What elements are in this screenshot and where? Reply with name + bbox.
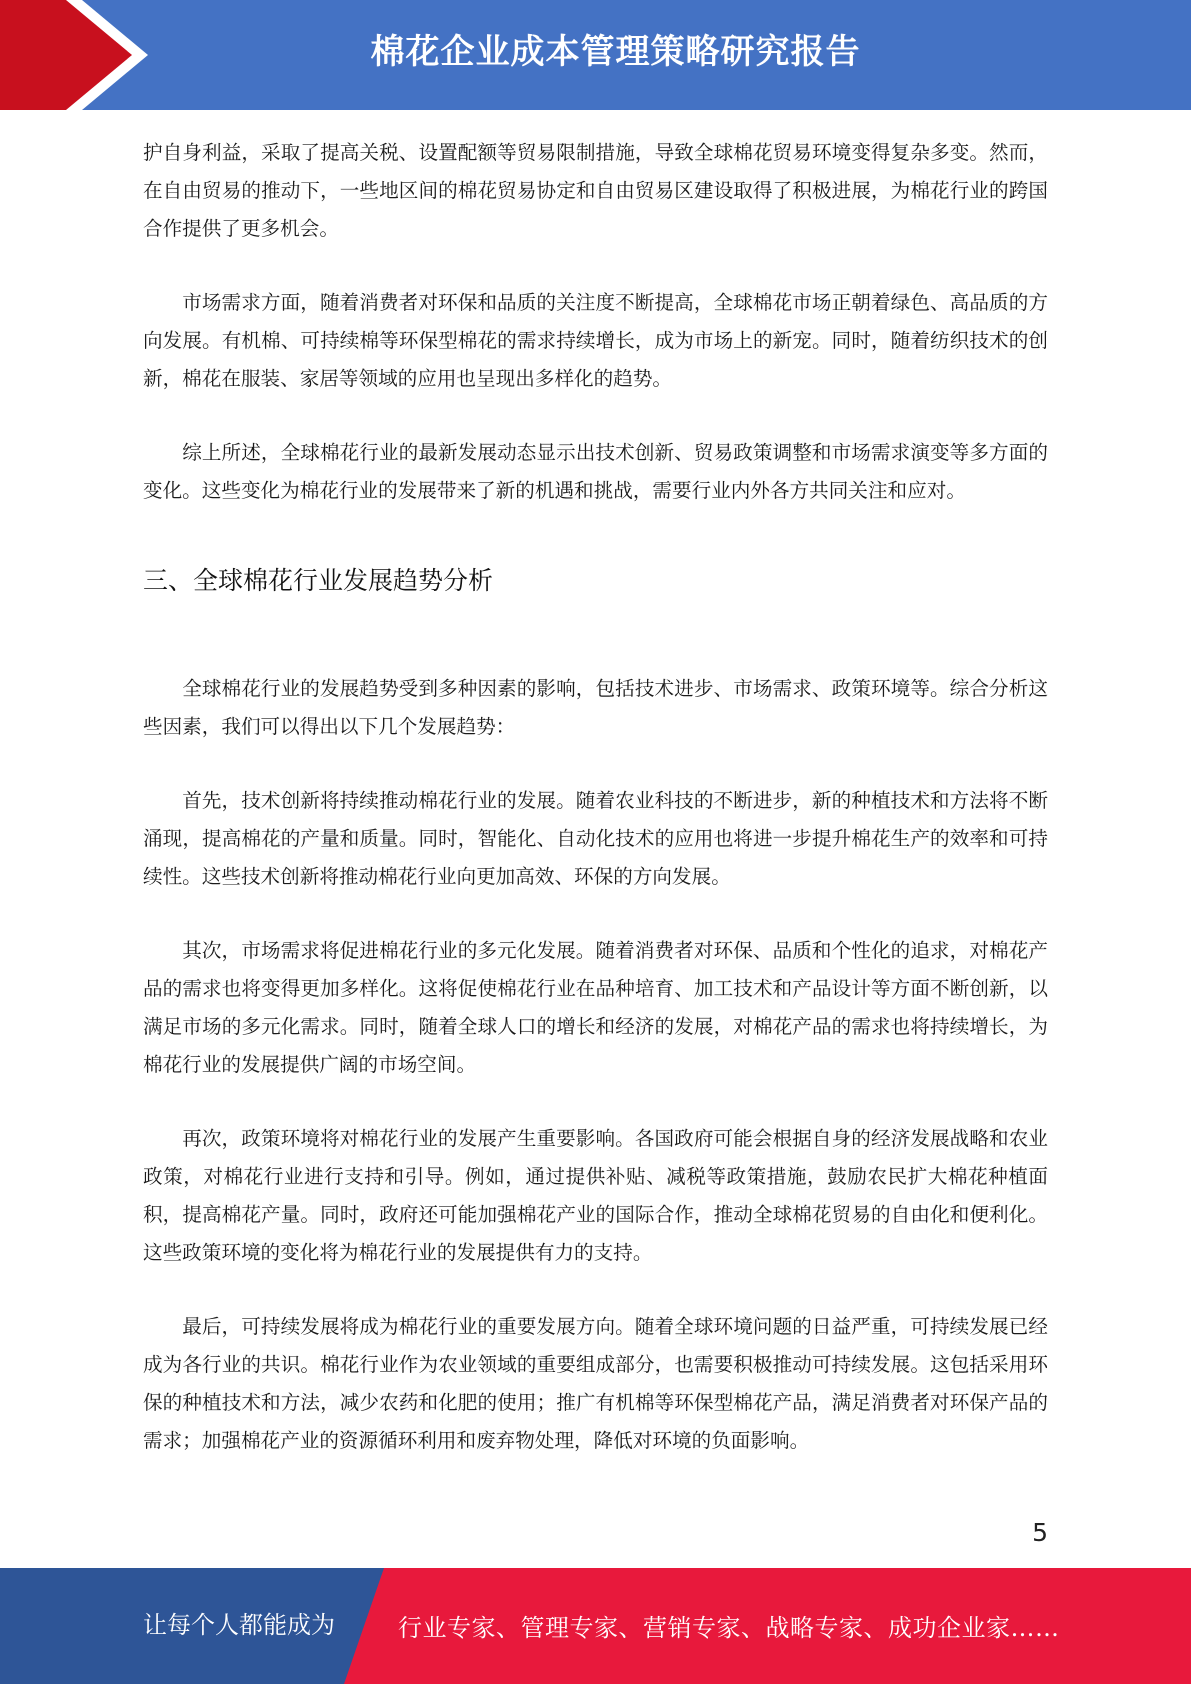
- footer-slogan-right: 行业专家、管理专家、营销专家、战略专家、成功企业家……: [398, 1614, 1060, 1642]
- paragraph: 首先，技术创新将持续推动棉花行业的发展。随着农业科技的不断进步，新的种植技术和方法将不断涌现，提高棉花的产量和质量。同时，智能化、自动化技术的应用也将进一步提升棉花生产的效率和可持续性。这些技术创新将推动棉花行业向更加高效、环保的方向发展。: [143, 789, 1048, 888]
- document-title: 棉花企业成本管理策略研究报告: [370, 32, 861, 72]
- paragraph: 再次，政策环境将对棉花行业的发展产生重要影响。各国政府可能会根据自身的经济发展战略和农业政策，对棉花行业进行支持和引导。例如，通过提供补贴、减税等政策措施，鼓励农民扩大棉花种植面积，提高棉花产量。同时，政府还可能加强棉花产业的国际合作，推动全球棉花贸易的自由化和便利化。这些政策环境的变化将为棉花行业的发展提供有力的支持。: [143, 1127, 1048, 1264]
- paragraph: 最后，可持续发展将成为棉花行业的重要发展方向。随着全球环境问题的日益严重，可持续发展已经成为各行业的共识。棉花行业作为农业领域的重要组成部分，也需要积极推动可持续发展。这包括采用环保的种植技术和方法，减少农药和化肥的使用；推广有机棉等环保型棉花产品，满足消费者对环保产品的需求；加强棉花产业的资源循环利用和废弃物处理，降低对环境的负面影响。: [143, 1315, 1048, 1452]
- document-body: [143, 134, 1048, 1496]
- page-number: 5: [1032, 1518, 1048, 1547]
- paragraph: 市场需求方面，随着消费者对环保和品质的关注度不断提高，全球棉花市场正朝着绿色、高品质的方向发展。有机棉、可持续棉等环保型棉花的需求持续增长，成为市场上的新宠。同时，随着纺织技术的创新，棉花在服装、家居等领域的应用也呈现出多样化的趋势。: [143, 291, 1048, 390]
- footer-banner: [0, 1568, 1191, 1684]
- section-heading: 三、全球棉花行业发展趋势分析: [143, 566, 494, 595]
- paragraph: 护自身利益，采取了提高关税、设置配额等贸易限制措施，导致全球棉花贸易环境变得复杂多变。然而，在自由贸易的推动下，一些地区间的棉花贸易协定和自由贸易区建设取得了积极进展，为棉花行业的跨国合作提供了更多机会。: [143, 141, 1048, 240]
- paragraph: 全球棉花行业的发展趋势受到多种因素的影响，包括技术进步、市场需求、政策环境等。综合分析这些因素，我们可以得出以下几个发展趋势：: [143, 677, 1048, 738]
- header-banner: [0, 0, 1191, 110]
- footer-slogan-left: 让每个人都能成为: [143, 1611, 335, 1639]
- paragraph: 综上所述，全球棉花行业的最新发展动态显示出技术创新、贸易政策调整和市场需求演变等多方面的变化。这些变化为棉花行业的发展带来了新的机遇和挑战，需要行业内外各方共同关注和应对。: [143, 441, 1048, 502]
- paragraph: 其次，市场需求将促进棉花行业的多元化发展。随着消费者对环保、品质和个性化的追求，对棉花产品的需求也将变得更加多样化。这将促使棉花行业在品种培育、加工技术和产品设计等方面不断创新，以满足市场的多元化需求。同时，随着全球人口的增长和经济的发展，对棉花产品的需求也将持续增长，为棉花行业的发展提供广阔的市场空间。: [143, 939, 1048, 1076]
